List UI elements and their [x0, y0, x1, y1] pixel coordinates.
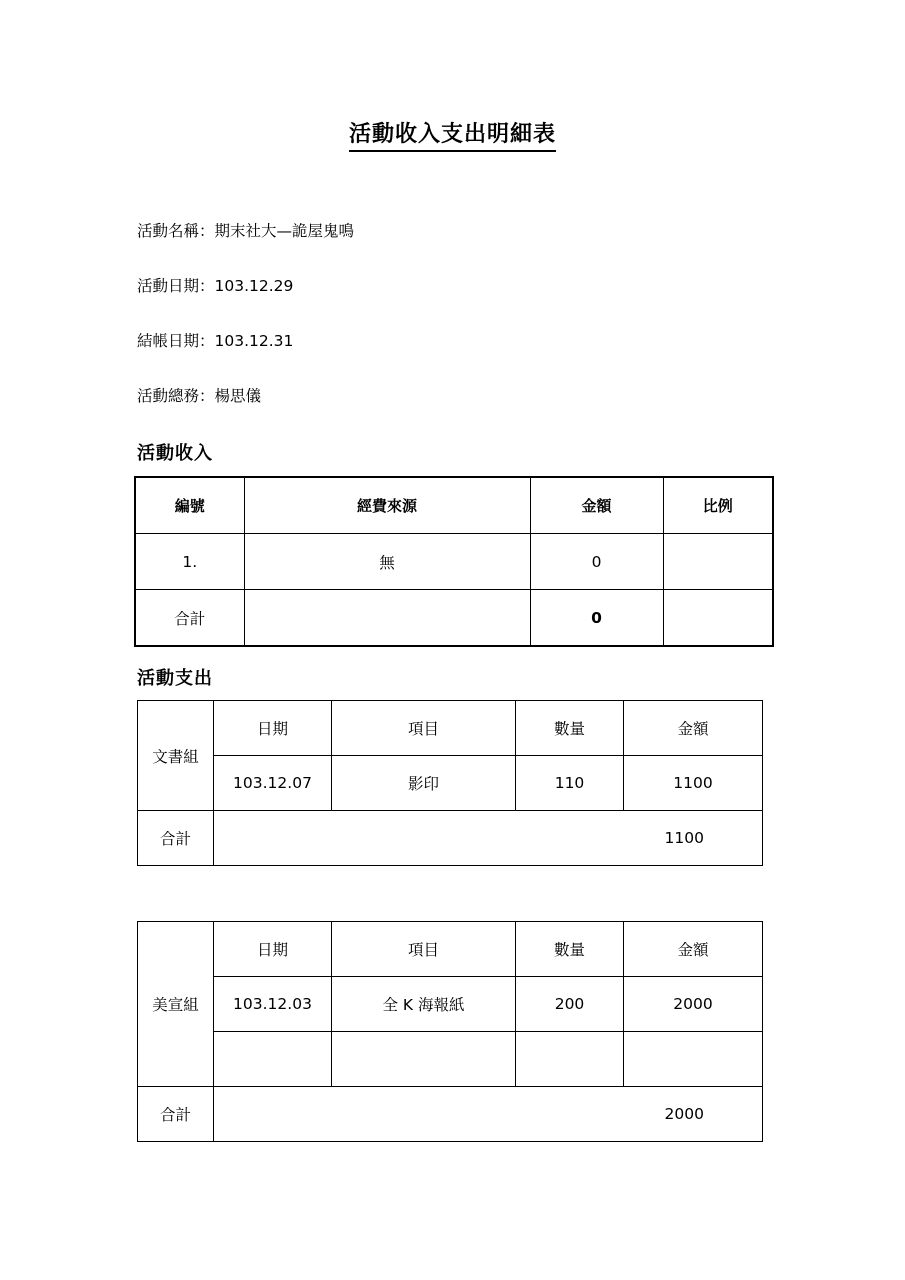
expense-row: [138, 977, 763, 1032]
activity-treasurer: 活動總務：楊思儀: [137, 387, 262, 405]
expense-total-amount: 2000: [214, 1087, 763, 1142]
income-row-no: 1.: [135, 534, 244, 590]
expense-header-qty: 數量: [516, 922, 624, 977]
expense-heading: 活動支出: [137, 668, 213, 689]
income-table: [134, 476, 774, 647]
income-total-amount: 0: [530, 590, 663, 647]
expense-header-date: 日期: [214, 701, 332, 756]
expense-header-amount: 金額: [624, 922, 763, 977]
expense-total-row: [138, 1087, 763, 1142]
income-header-no: 編號: [135, 477, 244, 534]
income-row-source: 無: [244, 534, 530, 590]
expense-row-date: 103.12.07: [214, 756, 332, 811]
expense-table-documents: [137, 700, 763, 866]
expense-row-qty: 200: [516, 977, 624, 1032]
expense-row-amount: 2000: [624, 977, 763, 1032]
income-row-amount: 0: [530, 534, 663, 590]
expense-total-label: 合計: [138, 811, 214, 866]
document-title-text: 活動收入支出明細表: [349, 122, 556, 152]
document-title: [0, 117, 905, 148]
expense-row-qty: 110: [516, 756, 624, 811]
income-total-label: 合計: [135, 590, 244, 647]
settlement-date: 結帳日期：103.12.31: [137, 332, 294, 350]
expense-row: [138, 756, 763, 811]
expense-row-item: 全 K 海報紙: [332, 977, 516, 1032]
expense-row-amount: 1100: [624, 756, 763, 811]
expense-header-row: [138, 701, 763, 756]
expense-header-item: 項目: [332, 701, 516, 756]
income-total-ratio: [663, 590, 773, 647]
expense-row-item: [332, 1032, 516, 1087]
expense-total-label: 合計: [138, 1087, 214, 1142]
expense-table-design: [137, 921, 763, 1142]
expense-row-date: 103.12.03: [214, 977, 332, 1032]
income-header-source: 經費來源: [244, 477, 530, 534]
expense-total-row: [138, 811, 763, 866]
activity-date: 活動日期：103.12.29: [137, 277, 294, 295]
expense-row: [138, 1032, 763, 1087]
expense-row-qty: [516, 1032, 624, 1087]
expense-group-name: 文書組: [138, 701, 214, 811]
expense-row-amount: [624, 1032, 763, 1087]
expense-total-amount: 1100: [214, 811, 763, 866]
expense-row-item: 影印: [332, 756, 516, 811]
activity-name: 活動名稱：期末社大—詭屋鬼鳴: [137, 222, 355, 240]
income-heading: 活動收入: [137, 443, 213, 464]
expense-group-name: 美宣組: [138, 922, 214, 1087]
income-row: [135, 534, 773, 590]
expense-header-amount: 金額: [624, 701, 763, 756]
expense-row-date: [214, 1032, 332, 1087]
expense-header-date: 日期: [214, 922, 332, 977]
income-header-row: [135, 477, 773, 534]
expense-header-row: [138, 922, 763, 977]
income-total-row: [135, 590, 773, 647]
income-header-ratio: 比例: [663, 477, 773, 534]
income-row-ratio: [663, 534, 773, 590]
income-header-amount: 金額: [530, 477, 663, 534]
expense-header-qty: 數量: [516, 701, 624, 756]
expense-header-item: 項目: [332, 922, 516, 977]
income-total-empty: [244, 590, 530, 647]
